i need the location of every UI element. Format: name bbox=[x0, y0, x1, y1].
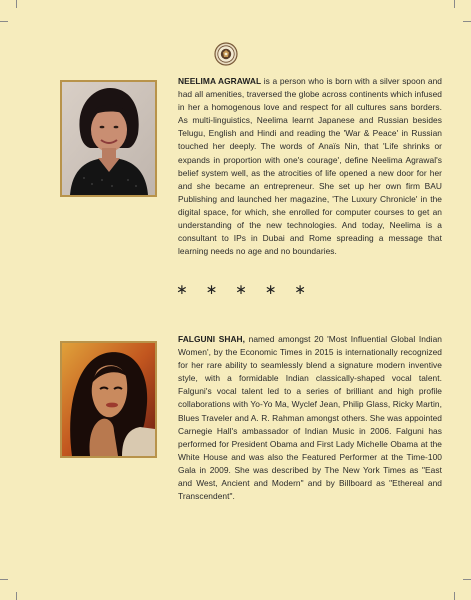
bio-text-neelima: is a person who is born with a silver spoon and had all amenities, traversed the globe across continents which infused in her a homogenous love and respect for all cultures sans borders. As multi-linguistics, Neelima learnt Japanese and Russian besides Telugu, English and Hindi and reading the 'War & Peace' in Russian touched her deeply. The words of Anaïs Nin, that 'Life shrinks or expands in proportion with one's courage', define Neelima Agrawal's belief system well, as the atrocities of life opened a new door for her and she became an entrepreneur. She set up her own firm BAU Publishing and launched her magazine, 'The Luxury Chronicle' in the digital space, for which, she enrolled for computer courses to get an understanding of the new technologies. And today, Neelima is a consultant to IPs in Dubai and Rome spreading a message that learning needs no age and no boundaries. bbox=[178, 76, 442, 257]
star-icon: ∗ bbox=[294, 282, 306, 298]
crop-mark-bottom-left-v bbox=[16, 592, 17, 600]
star-icon: ∗ bbox=[205, 282, 218, 298]
circular-seal-icon bbox=[214, 42, 238, 66]
bio-paragraph-neelima bbox=[178, 75, 442, 258]
portrait-photo-neelima bbox=[60, 80, 157, 197]
bio-name-falguni: FALGUNI SHAH, bbox=[178, 334, 246, 344]
crop-mark-top-left bbox=[0, 21, 8, 22]
crop-mark-bottom-right bbox=[463, 579, 471, 580]
crop-mark-bottom-right-v bbox=[454, 592, 455, 600]
bio-paragraph-falguni bbox=[178, 333, 442, 503]
star-icon: ∗ bbox=[264, 282, 277, 298]
portrait-photo-falguni bbox=[60, 341, 157, 458]
crop-mark-bottom-left bbox=[0, 579, 8, 580]
portrait-image-1 bbox=[62, 82, 155, 195]
crop-mark-top-right-v bbox=[454, 0, 455, 8]
bio-text-falguni: named amongst 20 'Most Influential Global Indian Women', by the Economic Times in 2015 is internationally recognized for her rare ability to seamlessly blend a signature modern inventive style, with a formidable Indian classically-shaped vocal talent. Falguni's vocal talent led to a series of brilliant and high profile collaborations with Yo-Yo Ma, Wyclef Jean, Philip Glass, Ricky Martin, Blues Traveler and A. R. Rahman amongst others. She was appointed Carnegie Hall's ambassador of Indian Music in 2006. Falguni has performed for President Obama and First Lady Michelle Obama at the White House and was also the Featured Performer at the Time-100 Gala in 2009. She was described by The New York Times as "East and West, Ancient and Modern" and by Billboard as "Ethereal and Transcendent". bbox=[178, 334, 442, 502]
crop-mark-top-right bbox=[463, 21, 471, 22]
star-separator bbox=[176, 282, 306, 298]
star-icon: ∗ bbox=[235, 282, 247, 298]
star-icon: ∗ bbox=[176, 282, 188, 298]
bio-name-neelima: NEELIMA AGRAWAL bbox=[178, 76, 262, 86]
crop-mark-top-left-v bbox=[16, 0, 17, 8]
portrait-image-2 bbox=[62, 343, 155, 456]
